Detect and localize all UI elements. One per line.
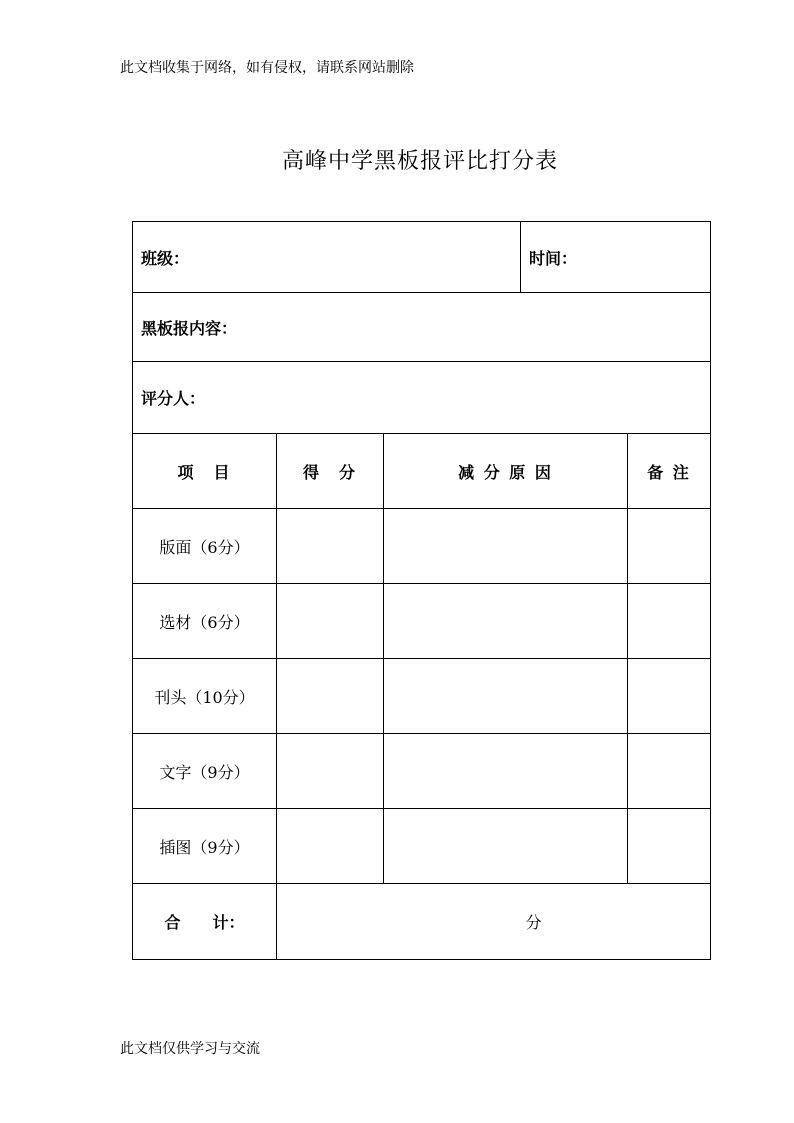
class-time-row xyxy=(133,222,711,293)
score-table xyxy=(132,221,711,960)
note-cell[interactable] xyxy=(628,584,711,659)
item-label: 插图（9分） xyxy=(133,809,277,884)
total-row xyxy=(133,884,711,960)
reason-cell[interactable] xyxy=(384,809,628,884)
column-header-score: 得 分 xyxy=(277,434,384,509)
total-label: 合 计： xyxy=(133,884,277,960)
class-label: 班级： xyxy=(141,248,190,268)
table-row xyxy=(133,734,711,809)
score-cell[interactable] xyxy=(277,734,384,809)
table-row xyxy=(133,809,711,884)
note-cell[interactable] xyxy=(628,734,711,809)
total-field[interactable] xyxy=(277,884,711,960)
content-field[interactable] xyxy=(133,293,711,362)
reason-cell[interactable] xyxy=(384,509,628,584)
reason-cell[interactable] xyxy=(384,734,628,809)
content-row xyxy=(133,293,711,362)
header-note: 此文档收集于网络，如有侵权，请联系网站删除 xyxy=(120,60,414,76)
score-cell[interactable] xyxy=(277,659,384,734)
page-title: 高峰中学黑板报评比打分表 xyxy=(281,149,558,174)
note-cell[interactable] xyxy=(628,809,711,884)
table-row xyxy=(133,509,711,584)
item-label: 选材（6分） xyxy=(133,584,277,659)
item-label: 文字（9分） xyxy=(133,734,277,809)
time-label: 时间： xyxy=(529,248,578,268)
footer-note: 此文档仅供学习与交流 xyxy=(120,1041,260,1057)
note-cell[interactable] xyxy=(628,659,711,734)
column-header-note: 备 注 xyxy=(628,434,711,509)
content-label: 黑板报内容： xyxy=(141,318,238,338)
judge-field[interactable] xyxy=(133,362,711,434)
score-cell[interactable] xyxy=(277,809,384,884)
score-cell[interactable] xyxy=(277,509,384,584)
judge-row xyxy=(133,362,711,434)
reason-cell[interactable] xyxy=(384,584,628,659)
class-field[interactable] xyxy=(133,222,521,293)
total-unit: 分 xyxy=(525,913,542,932)
judge-label: 评分人： xyxy=(141,389,206,408)
table-row xyxy=(133,659,711,734)
table-row xyxy=(133,584,711,659)
reason-cell[interactable] xyxy=(384,659,628,734)
note-cell[interactable] xyxy=(628,509,711,584)
item-label: 版面（6分） xyxy=(133,509,277,584)
header-row xyxy=(133,434,711,509)
score-cell[interactable] xyxy=(277,584,384,659)
item-label: 刊头（10分） xyxy=(133,659,277,734)
column-header-item: 项 目 xyxy=(133,434,277,509)
column-header-reason: 减 分 原 因 xyxy=(384,434,628,509)
time-field[interactable] xyxy=(521,222,711,293)
